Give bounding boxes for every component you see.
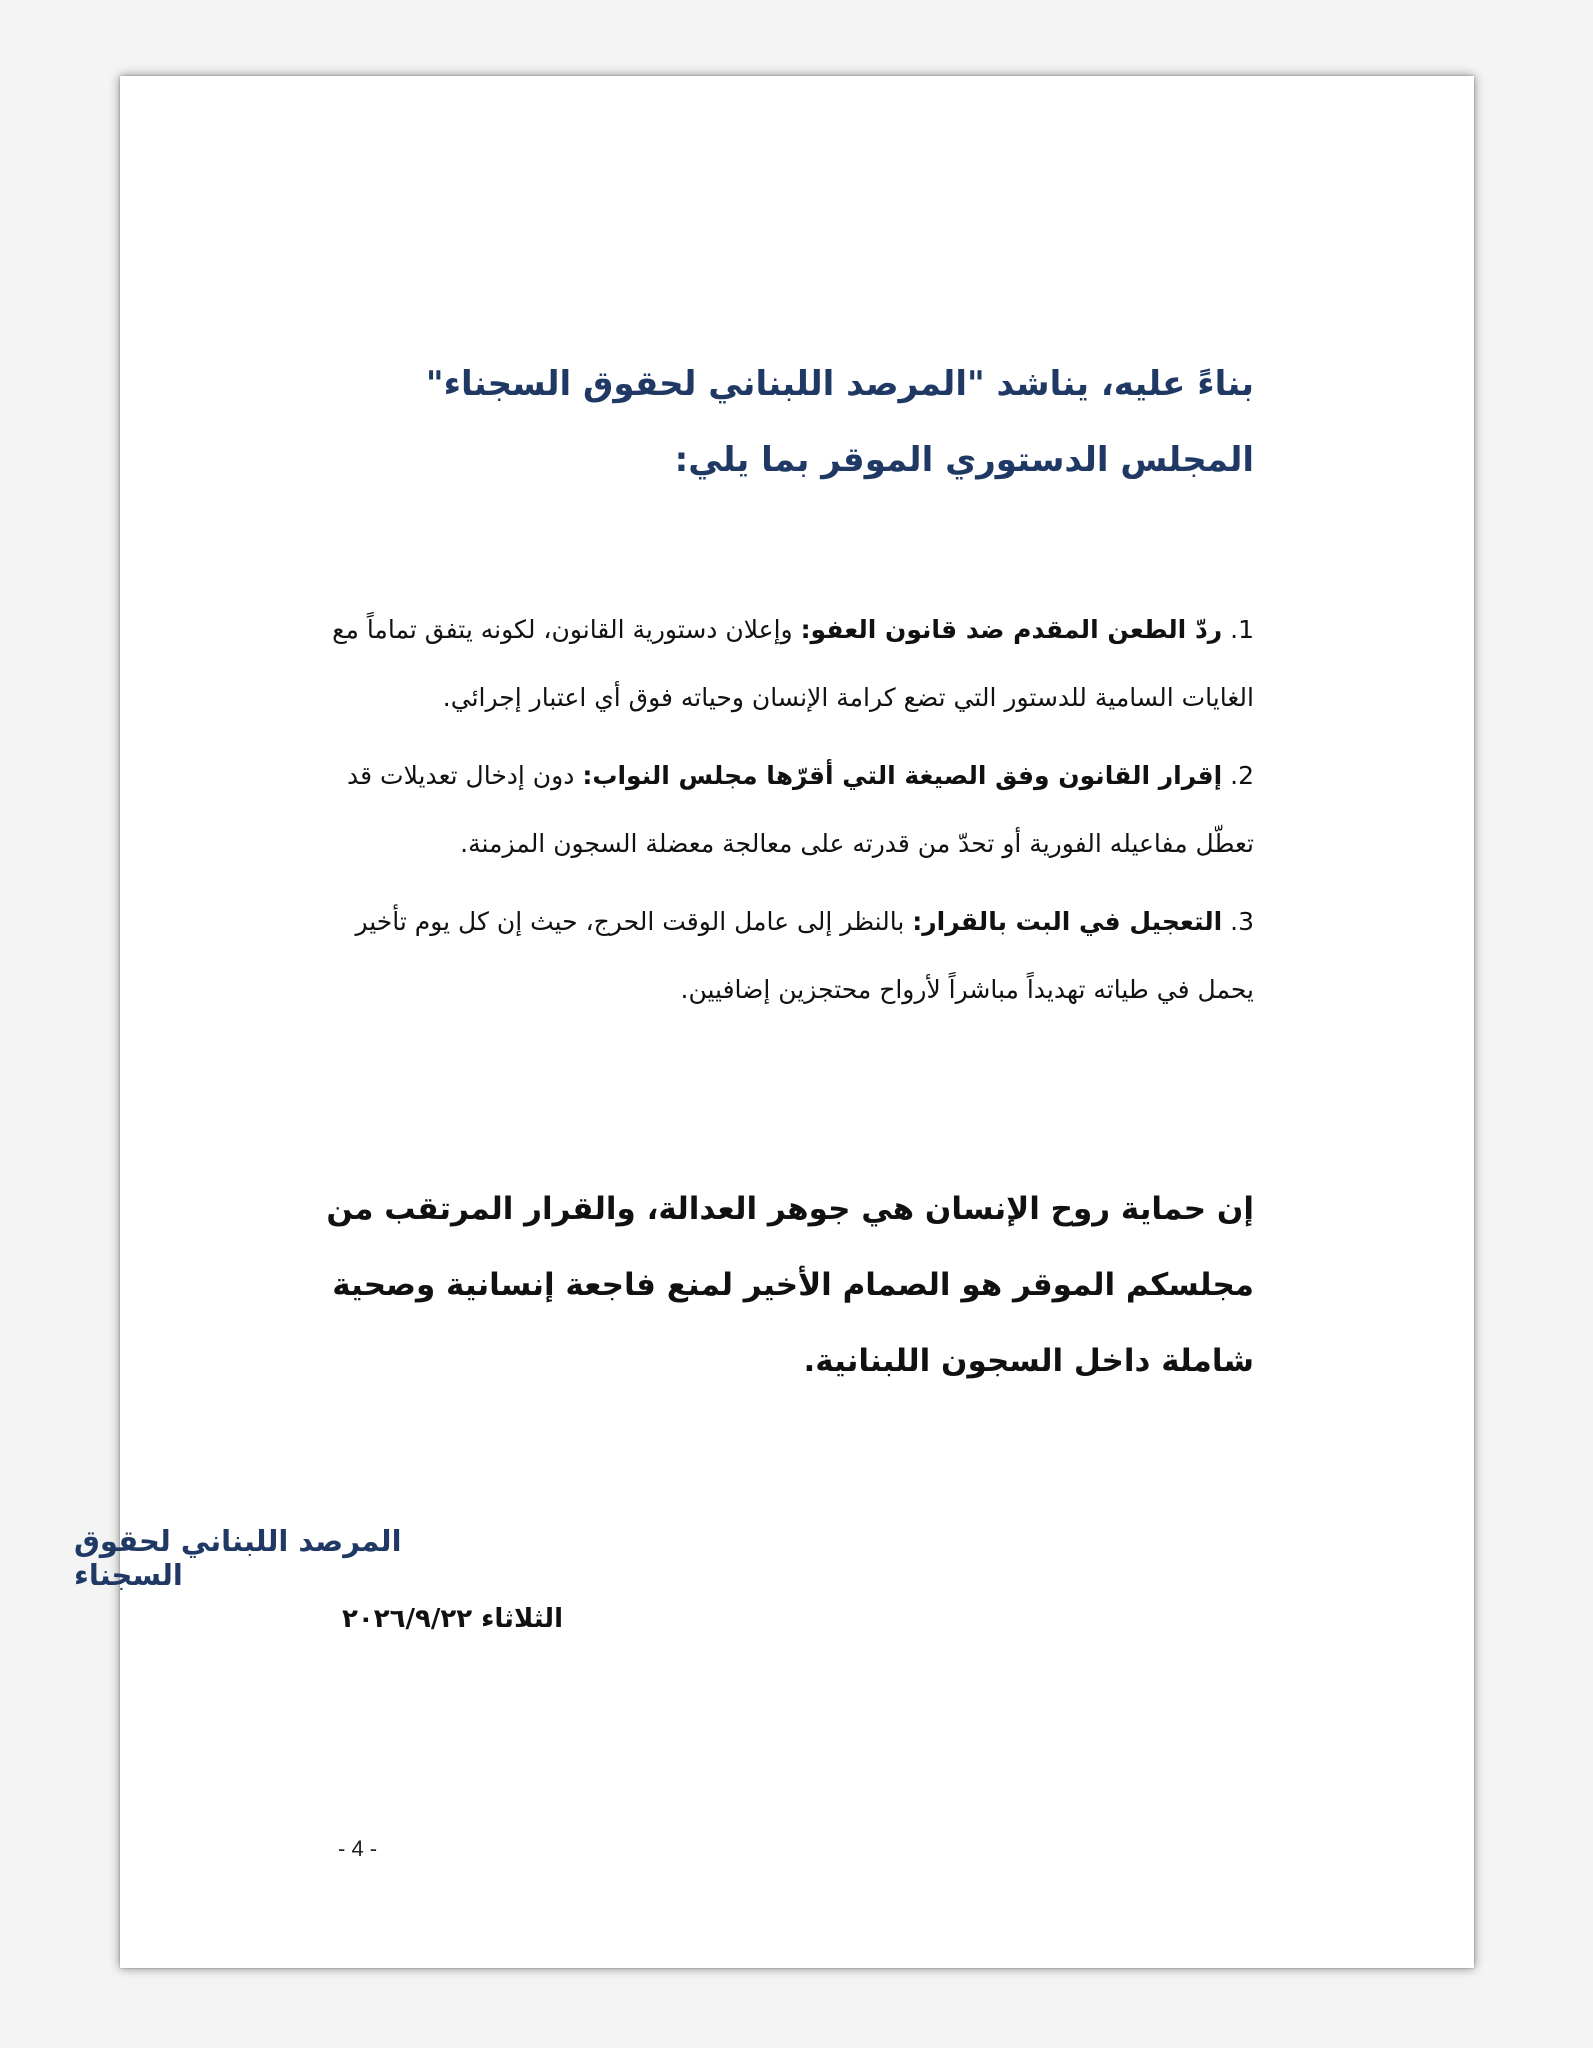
item-text: دون إدخال تعديلات قد تعطّل مفاعيله الفورية أو تحدّ من قدرته على معالجة معضلة السجون المزمنة.	[347, 761, 1254, 858]
document-page	[74, 76, 1474, 1968]
list-item	[324, 888, 1254, 1024]
signature-organization: المرصد اللبناني لحقوق السجناء	[74, 1524, 402, 1592]
list-item	[324, 596, 1254, 732]
item-lead: إقرار القانون وفق الصيغة التي أقرّها مجلس النواب:	[582, 761, 1223, 790]
item-number: 3.	[1230, 907, 1254, 936]
item-number: 1.	[1230, 615, 1254, 644]
item-number: 2.	[1230, 761, 1254, 790]
signature-date: الثلاثاء ٢٠٢٦/٩/٢٢	[342, 1604, 563, 1634]
page-number: - 4 -	[338, 1836, 378, 1861]
item-lead: ردّ الطعن المقدم ضد قانون العفو:	[800, 615, 1223, 644]
appeal-heading: بناءً عليه، يناشد "المرصد اللبناني لحقوق السجناء" المجلس الدستوري الموقر بما يلي:	[425, 364, 1254, 480]
item-text: وإعلان دستورية القانون، لكونه يتفق تماماً مع الغايات السامية للدستور التي تضع كرامة الإنسان وحياته فوق أي اعتبار إجرائي.	[332, 615, 1254, 712]
item-text: بالنظر إلى عامل الوقت الحرج، حيث إن كل يوم تأخير يحمل في طياته تهديداً مباشراً لأرواح محتجزين إضافيين.	[355, 907, 1254, 1004]
item-lead: التعجيل في البت بالقرار:	[912, 907, 1223, 936]
list-item	[324, 742, 1254, 878]
closing-statement: إن حماية روح الإنسان هي جوهر العدالة، والقرار المرتقب من مجلسكم الموقر هو الصمام الأخير لمنع فاجعة إنسانية وصحية شاملة داخل السجون اللبنانية.	[326, 1191, 1254, 1379]
demands-list	[324, 596, 1254, 1034]
